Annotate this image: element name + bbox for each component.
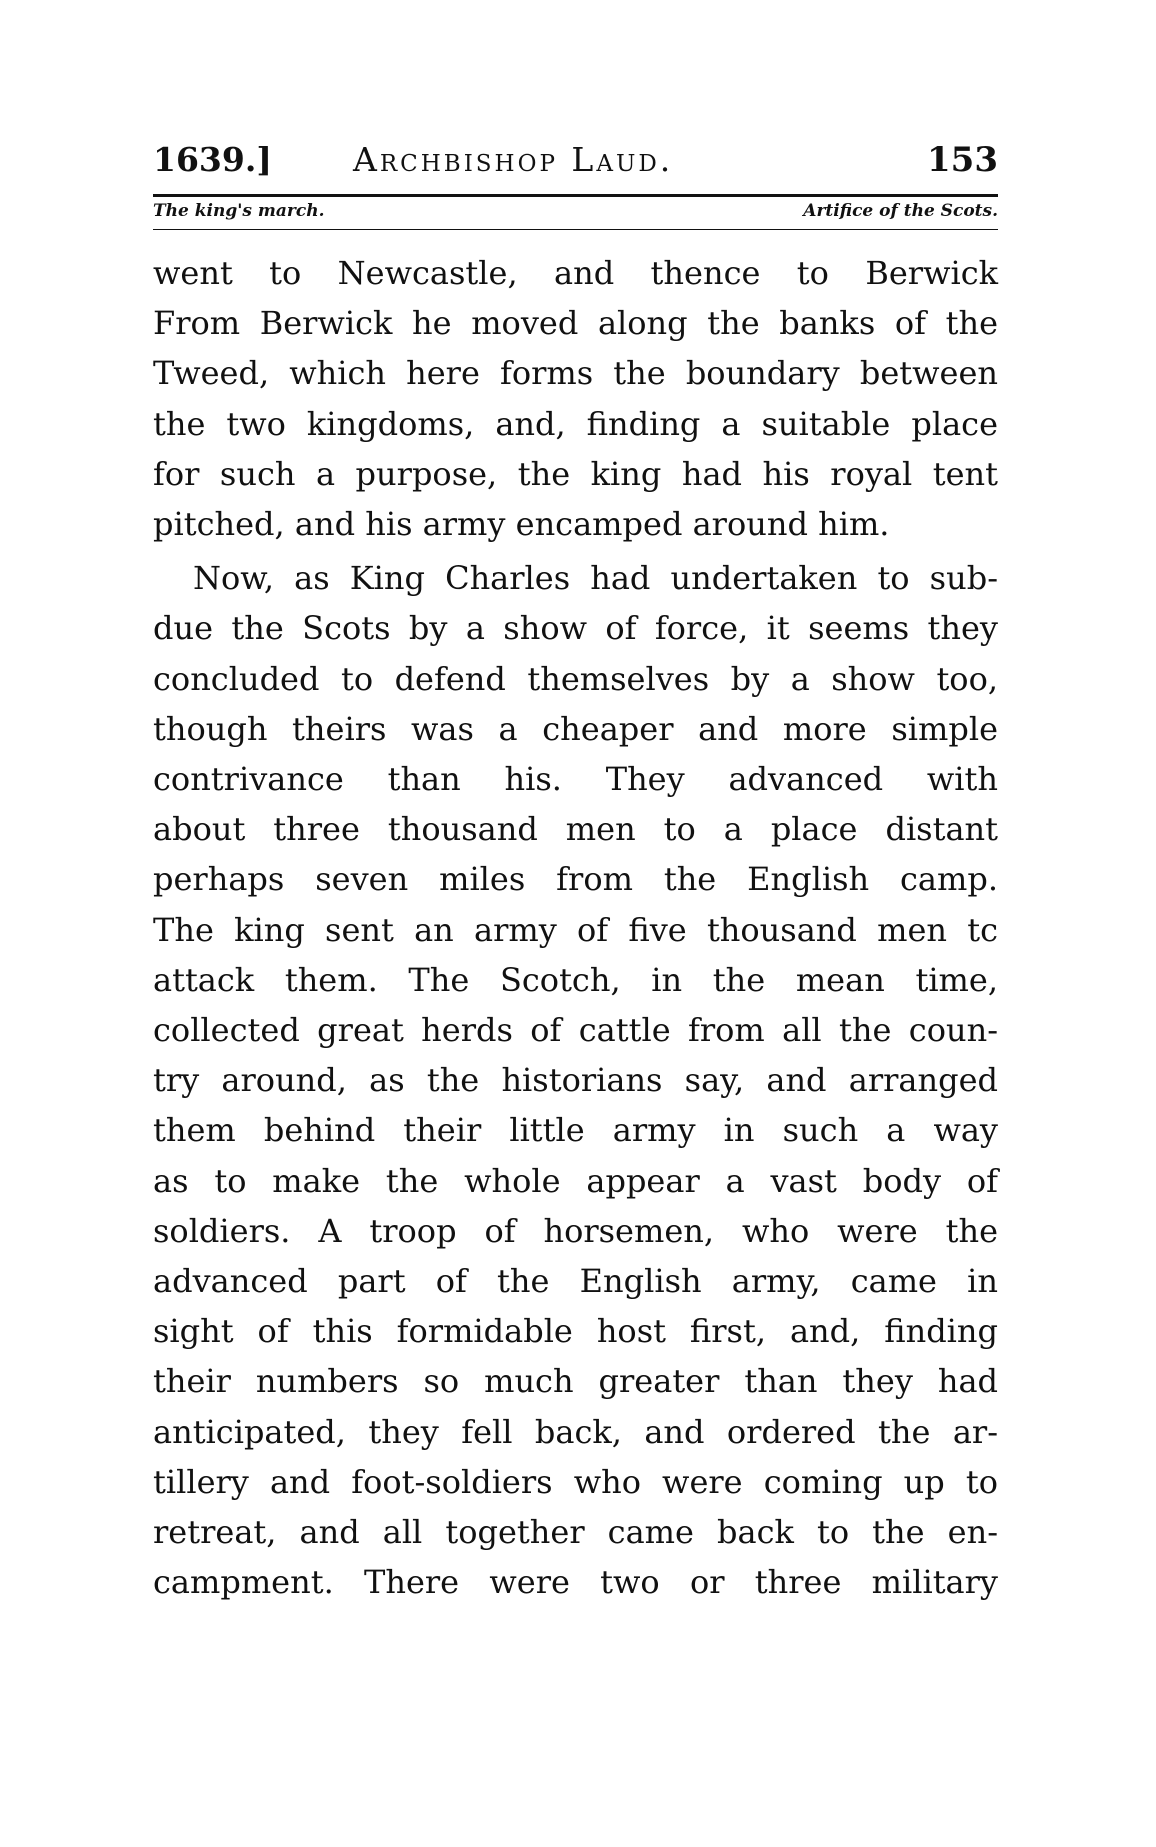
text-line: try around, as the historians say, and arranged [153, 1061, 998, 1100]
sidenote-right: Artifice of the Scots. [803, 201, 998, 221]
text-line: went to Newcastle, and thence to Berwick [153, 254, 998, 292]
text-line: soldiers. A troop of horsemen, who were the [153, 1211, 998, 1250]
sidenote-rule [153, 229, 998, 230]
text-line: advanced part of the English army, came in [153, 1262, 998, 1301]
text-line: sight of this formidable host first, and, finding [153, 1312, 998, 1351]
text-line: tillery and foot-soldiers who were coming up to [153, 1462, 998, 1501]
paragraph [153, 553, 998, 1607]
text-line: due the Scots by a show of force, it seems they [153, 609, 998, 648]
running-head [153, 140, 998, 186]
text-line: anticipated, they fell back, and ordered the ar- [153, 1412, 998, 1451]
text-line: about three thousand men to a place distant [153, 810, 998, 849]
page-number: 153 [927, 140, 998, 180]
text-line: campment. There were two or three military [153, 1563, 998, 1602]
text-line: collected great herds of cattle from all the coun- [153, 1011, 998, 1050]
text-line: attack them. The Scotch, in the mean time, [153, 960, 998, 999]
text-line: contrivance than his. They advanced with [153, 760, 998, 799]
running-head-title: Archbishop Laud. [353, 140, 674, 179]
text-line: Tweed, which here forms the boundary between [153, 354, 998, 393]
text-line: for such a purpose, the king had his royal tent [153, 454, 998, 493]
text-line: The king sent an army of five thousand men tc [153, 910, 998, 949]
text-line: Now, as King Charles had undertaken to sub- [193, 559, 998, 598]
sidenotes [153, 197, 998, 227]
body-text [153, 248, 998, 1607]
text-line: perhaps seven miles from the English camp. [153, 860, 998, 899]
text-line: the two kingdoms, and, finding a suitable place [153, 404, 998, 443]
text-line: pitched, and his army encamped around him. [153, 505, 890, 544]
running-head-year: 1639.] [153, 140, 272, 179]
text-line: as to make the whole appear a vast body of [153, 1161, 998, 1200]
text-line: retreat, and all together came back to the en- [153, 1513, 998, 1552]
paragraph [153, 248, 998, 549]
text-line: their numbers so much greater than they had [153, 1362, 998, 1401]
text-line: concluded to defend themselves by a show too, [153, 659, 998, 698]
text-line: From Berwick he moved along the banks of the [153, 304, 998, 343]
sidenote-left: The king's march. [153, 201, 325, 221]
book-page [153, 140, 998, 1607]
text-line: though theirs was a cheaper and more simple [153, 709, 998, 748]
text-line: them behind their little army in such a way [153, 1111, 998, 1150]
